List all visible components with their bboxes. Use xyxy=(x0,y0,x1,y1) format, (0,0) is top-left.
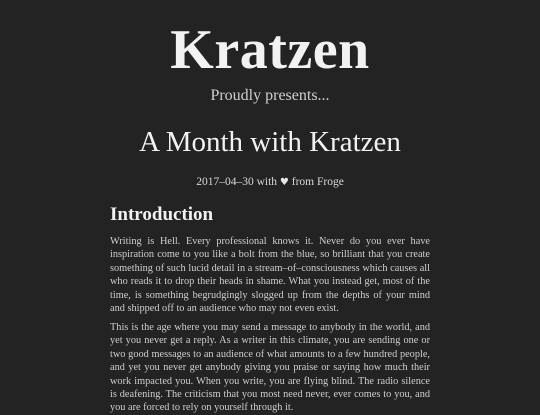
site-title[interactable]: Kratzen xyxy=(170,19,370,81)
post-byline xyxy=(0,174,540,191)
heart-icon: ♥ xyxy=(279,177,289,188)
paragraph: Writing is Hell. Every professional knows it. Never do you ever have inspiration come to you like a bolt from the blue, so brilliant that you create something of such lucid detail in a stream–of–consciousness which causes all who reads it to drop their heads in shame. What you instead get, most of the time, is something begrudgingly slogged up from the depths of your mind and shipped off to an audience who may not even exist. xyxy=(110,236,430,315)
byline-with: with xyxy=(256,176,278,188)
byline-author: from Froge xyxy=(291,176,344,188)
paragraph: This is the age where you may send a message to anybody in the world, and yet you never get a reply. As a writer in this climate, you are sending one or two good messages to an audience of what amounts to a few hundred people, and yet you never get anybody giving you praise or saying how much their work impacted you. When you write, you are flying blind. The radio silence is deafening. The criticism that you most need never, ever comes to you, and you are forced to rely on yourself through it. xyxy=(110,322,430,414)
site-tagline: Proudly presents... xyxy=(210,87,330,104)
section-heading: Introduction xyxy=(110,204,214,225)
post-date: 2017–04–30 xyxy=(196,176,254,188)
post-title: A Month with Kratzen xyxy=(139,126,401,158)
